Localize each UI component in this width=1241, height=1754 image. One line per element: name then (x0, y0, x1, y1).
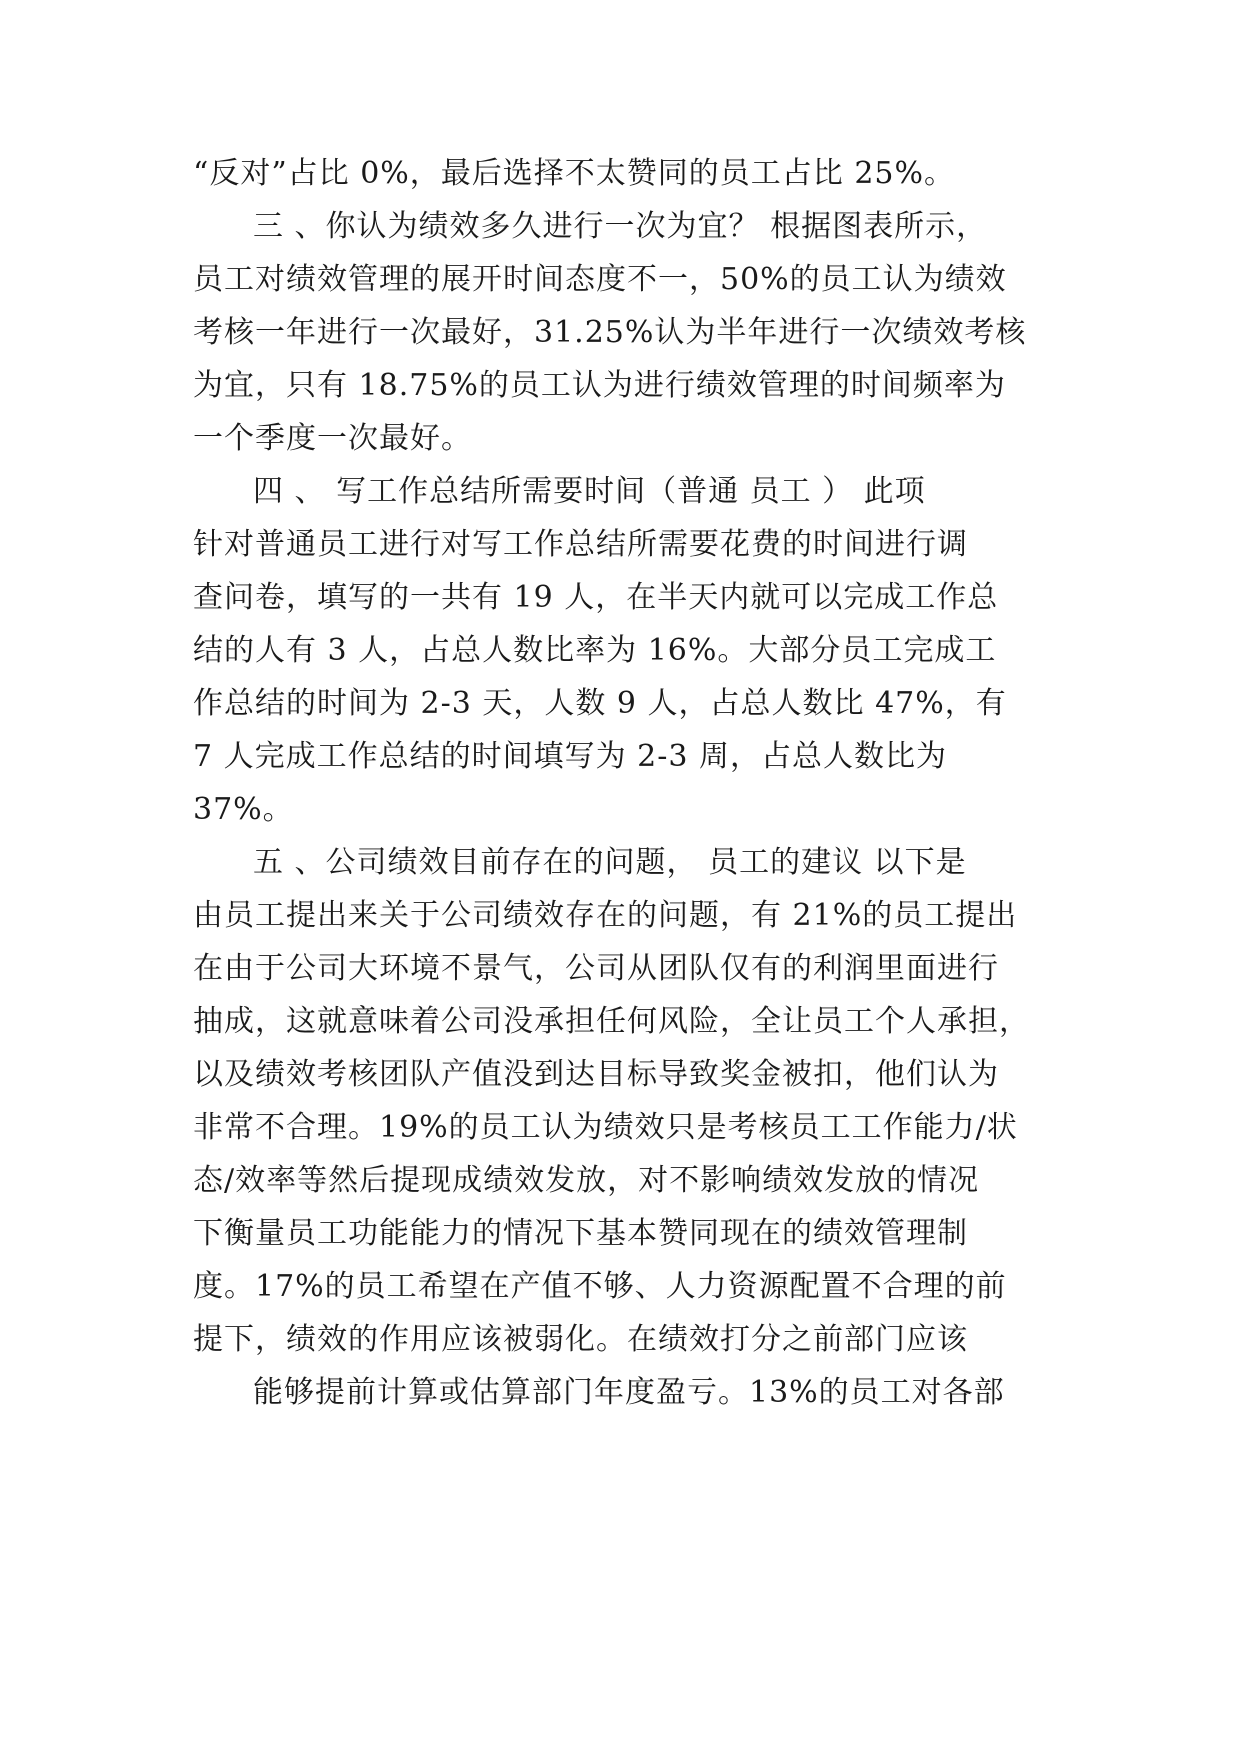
text-line: 提下，绩效的作用应该被弱化。在绩效打分之前部门应该 (193, 1322, 968, 1357)
text-line: 非常不合理。19%的员工认为绩效只是考核员工工作能力/状 (193, 1110, 1018, 1145)
text-line: 37%。 (193, 792, 294, 827)
text-line: 下衡量员工功能能力的情况下基本赞同现在的绩效管理制 (193, 1216, 968, 1251)
section-heading-3: 三 、你认为绩效多久进行一次为宜？ 根据图表所示， (253, 209, 988, 244)
text-line: 结的人有 3 人，占总人数比率为 16%。大部分员工完成工 (193, 633, 997, 668)
text-line: “反对”占比 0%，最后选择不太赞同的员工占比 25%。 (193, 156, 956, 191)
text-line: 员工对绩效管理的展开时间态度不一，50%的员工认为绩效 (193, 262, 1007, 297)
text-line: 由员工提出来关于公司绩效存在的问题，有 21%的员工提出 (193, 898, 1018, 933)
text-line: 能够提前计算或估算部门年度盈亏。13%的员工对各部 (253, 1375, 1005, 1410)
text-line: 7 人完成工作总结的时间填写为 2-3 周，占总人数比为 (193, 739, 948, 774)
text-line: 度。17%的员工希望在产值不够、人力资源配置不合理的前 (193, 1269, 1007, 1304)
text-line: 在由于公司大环境不景气，公司从团队仅有的利润里面进行 (193, 951, 999, 986)
text-line: 查问卷，填写的一共有 19 人，在半天内就可以完成工作总 (193, 580, 999, 615)
text-line: 考核一年进行一次最好，31.25%认为半年进行一次绩效考核 (193, 315, 1027, 350)
text-line: 以及绩效考核团队产值没到达目标导致奖金被扣，他们认为 (193, 1057, 999, 1092)
text-line: 态/效率等然后提现成绩效发放，对不影响绩效发放的情况 (193, 1163, 980, 1198)
text-line: 作总结的时间为 2-3 天，人数 9 人，占总人数比 47%，有 (193, 686, 1007, 721)
section-heading-5: 五 、公司绩效目前存在的问题， 员工的建议 以下是 (253, 845, 967, 880)
text-line: 一个季度一次最好。 (193, 421, 472, 456)
section-heading-4: 四 、 写工作总结所需要时间（普通 员工 ） 此项 (253, 474, 926, 509)
text-line: 针对普通员工进行对写工作总结所需要花费的时间进行调 (193, 527, 968, 562)
text-line: 抽成，这就意味着公司没承担任何风险，全让员工个人承担， (193, 1004, 1030, 1039)
text-line: 为宜，只有 18.75%的员工认为进行绩效管理的时间频率为 (193, 368, 1006, 403)
